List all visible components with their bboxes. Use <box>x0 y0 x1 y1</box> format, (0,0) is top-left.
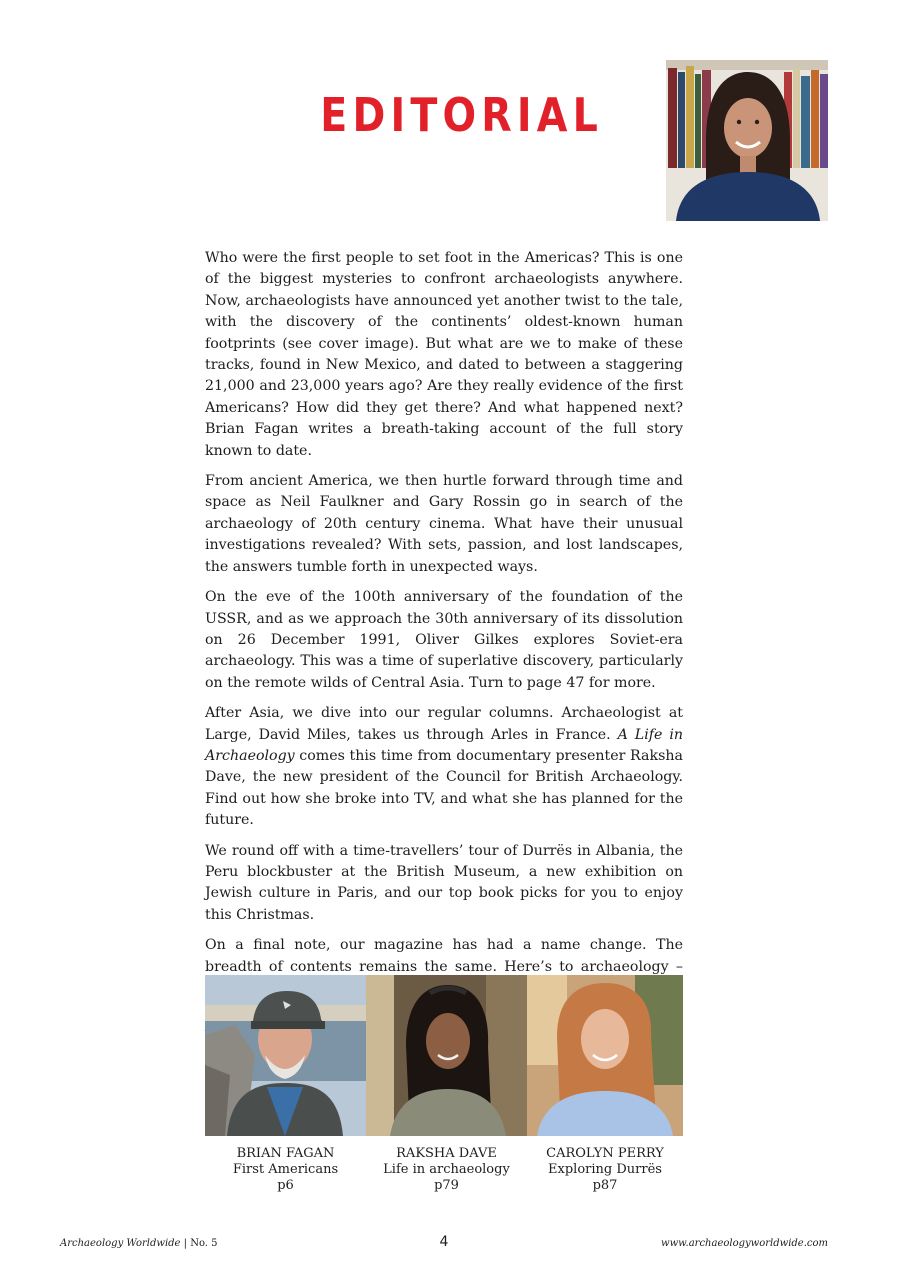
paragraph: From ancient America, we then hurtle forward through time and space as Neil Faulkner and Gary Rossin go in search of the archaeology of 20th century cinema. What have their unusual investigations revealed? With sets, passion, and lost landscapes, the answers tumble forth in unexpected ways. <box>205 473 683 575</box>
footer-website: www.archaeologyworldwide.com <box>661 1238 828 1249</box>
contributor-photos <box>205 975 683 1136</box>
page-title: EDITORIAL <box>320 88 603 142</box>
page-footer <box>60 1236 828 1254</box>
contributor-topic: First Americans <box>232 1162 339 1177</box>
contributor-name: RAKSHA DAVE <box>396 1146 497 1161</box>
paragraph: On a final note, our magazine has had a name change. The breadth of contents remains the same. Here’s to archaeology – <box>205 937 683 975</box>
contributor-topic: Life in archaeology <box>383 1162 510 1177</box>
contributor-page: p6 <box>277 1178 294 1193</box>
issue-number: | No. 5 <box>183 1238 218 1249</box>
editorial-body <box>205 248 683 1048</box>
contributor-photo-carolyn-perry <box>527 975 683 1136</box>
footer-publication <box>60 1238 218 1249</box>
page-number: 4 <box>439 1234 449 1250</box>
paragraph <box>205 703 683 831</box>
contributor-photo-raksha-dave <box>366 975 527 1136</box>
contributors-section <box>205 975 683 1194</box>
contributor-topic: Exploring Durrës <box>548 1162 662 1177</box>
column-title: A Life in Archaeology <box>205 726 684 764</box>
contributor-caption <box>205 1146 366 1194</box>
paragraph-text: After Asia, we dive into our regular columns. Archaeologist at Large, David Miles, takes us through Arles in France. <box>205 705 683 743</box>
contributor-caption <box>527 1146 683 1194</box>
contributor-photo-brian-fagan <box>205 975 366 1136</box>
editor-photo <box>666 60 828 221</box>
paragraph-text: comes this time from documentary presenter Raksha Dave, the new president of the Council for British Archaeology. Find out how she broke into TV, and what she has planned for the future. <box>205 747 683 829</box>
contributor-name: BRIAN FAGAN <box>236 1146 335 1161</box>
contributor-page: p79 <box>434 1178 459 1193</box>
contributor-captions <box>205 1146 683 1194</box>
contributor-page: p87 <box>592 1178 618 1193</box>
paragraph: Who were the first people to set foot in the Americas? This is one of the biggest mysteries to confront archaeologists anywhere. Now, archaeologists have announced yet another twist to the tale, with the discovery of the continents’ oldest-known human footprints (see cover image). But what are we to make of these tracks, found in New Mexico, and dated to between a staggering 21,000 and 23,000 years ago? Are they really evidence of the first Americans? How did they get there? And what happened next? Brian Fagan writes a breath-taking account of the full story known to date. <box>205 250 683 459</box>
contributor-caption <box>366 1146 527 1194</box>
paragraph: We round off with a time-travellers’ tour of Durrës in Albania, the Peru blockbuster at the British Museum, a new exhibition on Jewish culture in Paris, and our top book picks for you to enjoy this Christmas. <box>205 842 683 923</box>
contributor-name: CAROLYN PERRY <box>546 1146 664 1161</box>
paragraph: On the eve of the 100th anniversary of the foundation of the USSR, and as we approach the 30th anniversary of its dissolution on 26 December 1991, Oliver Gilkes explores Soviet-era archaeology. This was a time of superlative discovery, particularly on the remote wilds of Central Asia. Turn to page 47 for more. <box>205 589 683 691</box>
publication-name: Archaeology Worldwide <box>60 1238 181 1249</box>
